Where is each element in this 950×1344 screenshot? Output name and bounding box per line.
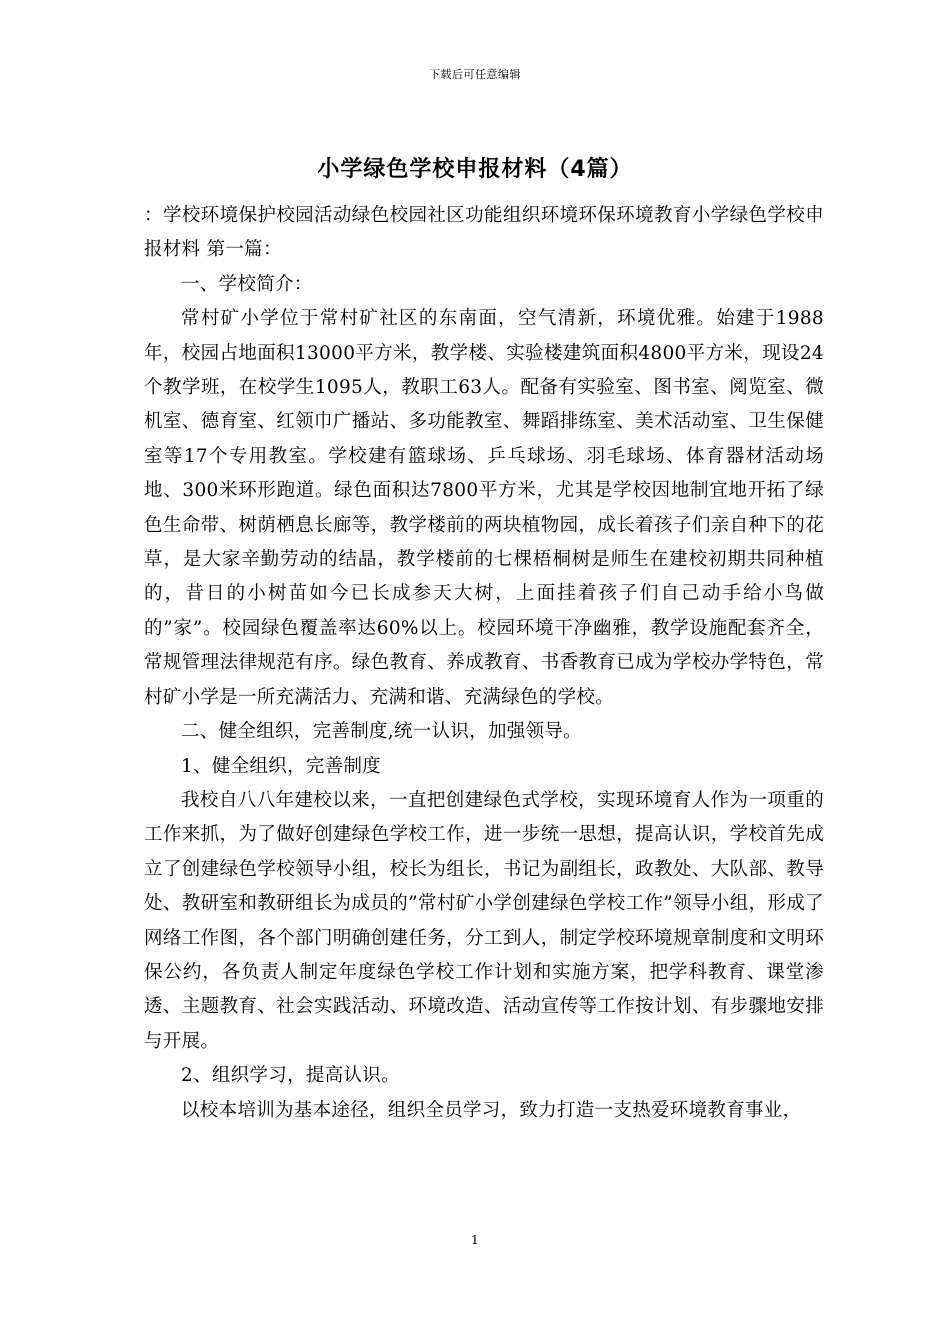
document-body bbox=[144, 199, 824, 1128]
page-number: 1 bbox=[471, 1233, 479, 1247]
paragraph-study: 以校本培训为基本途径，组织全员学习，致力打造一支热爱环境教育事业， bbox=[181, 1099, 802, 1121]
paragraph-organization: 我校自八八年建校以来，一直把创建绿色式学校，实现环境育人作为一项重的工作来抓，为了做好创建绿色学校工作，进一步统一思想，提高认识，学校首先成立了创建绿色学校领导小组，校长为组长，书记为副组长，政教处、大队部、教导处、教研室和教研组长为成员的”常村矿小学创建绿色学校工作”领导小组，形成了网络工作图，各个部门明确创建任务，分工到人，制定学校环境规章制度和文明环保公约，各负责人制定年度绿色学校工作计划和实施方案，把学科教育、课堂渗透、主题教育、社会实践活动、环境改造、活动宣传等工作按计划、有步骤地安排与开展。 bbox=[144, 789, 824, 1052]
keywords-line: ：学校环境保护校园活动绿色校园社区功能组织环境环保环境教育小学绿色学校申报材料 第一篇： bbox=[144, 205, 824, 261]
header-note: 下载后可任意编辑 bbox=[429, 68, 521, 81]
subsection-heading-organization: 1、健全组织，完善制度 bbox=[181, 755, 382, 777]
section-heading-school-intro: 一、学校简介： bbox=[181, 273, 313, 295]
subsection-heading-study: 2、组织学习，提高认识。 bbox=[181, 1065, 400, 1087]
paragraph-school-intro: 常村矿小学位于常村矿社区的东南面，空气清新，环境优雅。始建于1988年，校园占地面积13000平方米，教学楼、实验楼建筑面积4800平方米，现设24个教学班，在校学生1095人，教职工63人。配备有实验室、图书室、阅览室、微机室、德育室、红领巾广播站、多功能教室、舞蹈排练室、美术活动室、卫生保健室等17个专用教室。学校建有篮球场、乒乓球场、羽毛球场、体育器材活动场地、300米环形跑道。绿色面积达7800平方米，尤其是学校因地制宜地开拓了绿色生命带、树荫栖息长廊等，教学楼前的两块植物园，成长着孩子们亲自种下的花草，是大家辛勤劳动的结晶，教学楼前的七棵梧桐树是师生在建校初期共同种植的，昔日的小树苗如今已长成参天大树，上面挂着孩子们自己动手给小鸟做的”家”。校园绿色覆盖率达60%以上。校园环境干净幽雅，教学设施配套齐全，常规管理法律规范有序。绿色教育、养成教育、书香教育已成为学校办学特色，常村矿小学是一所充满活力、充满和谐、充满绿色的学校。 bbox=[144, 308, 824, 708]
document-title: 小学绿色学校申报材料（4篇） bbox=[317, 157, 633, 182]
section-heading-organization: 二、健全组织，完善制度,统一认识，加强领导。 bbox=[181, 721, 582, 743]
